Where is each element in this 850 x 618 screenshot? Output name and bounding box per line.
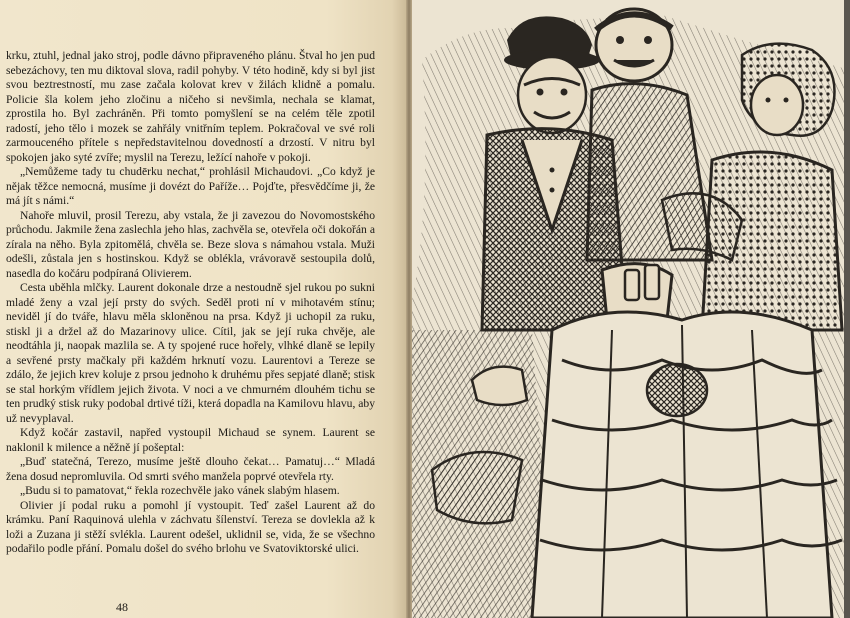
page-edge-shadow xyxy=(844,0,850,618)
right-page xyxy=(412,0,850,618)
paragraph: „Budu si to pamatovat,“ řekla rozechvěle jako vánek slabým hlasem. xyxy=(20,484,340,497)
etching-illustration xyxy=(412,0,850,618)
paragraph: „Nemůžeme tady tu chudērku nechat,“ prohlásil Michaudovi. „Co když je nějak těžce nemocná, musíme ji dovézt do Paříže… Pojďte, přesvědčíme ji, že má jít s námi.“ xyxy=(6,165,375,207)
paragraph: Cesta uběhla mlčky. Laurent dokonale drze a nestoudně sjel rukou po sukni mladé ženy a vzal její prsty do svých. Seděl proti ní v mihotavém stínu; neviděl jí do tváře, hlavu měla skloněnou na prsa. Když ji uchopil za ruku, stiskl ji a držel až do Mazarinovy ulice. Cítil, jak se její ruka chvěje, ale neodtáhla ji, naopak mazlila se. A ty spojené ruce hořely, vlhké dlaně se lepily a sevřené prsty mačkaly při každém hrknutí vozu. Laurentovi a Tereze se zdálo, že jejich krev koluje z prsou jednoho k druhému přes sepjaté dlaně; stisk se stal horkým vřídlem jejich života. V noci a ve chmurném dlouhém tichu se ten prudký stisk ruky podobal drtivé tíži, která dopadla na Kamilovu hlavu, aby už nevyplaval. xyxy=(6,281,375,425)
page-number: 48 xyxy=(116,600,128,614)
paragraph: Když kočár zastavil, napřed vystoupil Michaud se synem. Laurent se naklonil k milence a něžně jí pošeptal: xyxy=(6,426,375,454)
paragraph: krku, ztuhl, jednal jako stroj, podle dávno připraveného plánu. Štval ho jen pud sebezáchovy, ten mu diktoval slova, radil pohyby. V této hodině, kdy si byl jist svou beztrestností, mu zase začala kolovat krev v žilách klidně a pomalu. Policie šla kolem jeho zločinu a ničeho si nevšimla, nechala se klamat, zprostila ho. Byl zachráněn. Při tomto pomyšlení se na celém těle zpotil radostí, jeho tělo i mozek se zahřály vnitřním teplem. Pokračoval ve své roli zarmouceného přítele s nepředstavitelnou dovedností a drzostí. V nitru byl spokojen jako syté zvíře; myslil na Terezu, ležící nahoře v pokoji. xyxy=(6,49,375,164)
paragraph: „Buď statečná, Terezo, musíme ještě dlouho čekat… Pamatuj…“ Mladá žena dosud nepromluvila. Od smrti svého manžela poprvé otevřela rty. xyxy=(6,455,375,483)
left-page xyxy=(0,0,408,618)
paragraph: Nahoře mluvil, prosil Terezu, aby vstala, že ji zavezou do Novomostského průchodu. Jakmile žena zaslechla jeho hlas, zachvěla se, otevřela oči dokořán a zírala na něho. Byla zpitomělá, chvěla se. Beze slova s námahou vstala. Muži odešli, zůstala jen s hostinskou. Když se oblékla, vrávoravě sestoupila dolů, nasedla do kočáru podpíraná Olivierem. xyxy=(6,208,375,280)
paragraph: Olivier jí podal ruku a pomohl jí vystoupit. Teď zašel Laurent až do krámku. Paní Raquinová ulehla v záchvatu šílenství. Tereza se dovlekla až k loži a Zuzana ji stěží svlékla. Laurent odešel, uklidnil se, vida, že se všechno podařilo podle přání. Pomalu došel do svého brlohu ve Svatoviktorské ulici. xyxy=(6,498,375,555)
body-text xyxy=(6,49,375,557)
seated-figure-lower xyxy=(532,312,842,618)
